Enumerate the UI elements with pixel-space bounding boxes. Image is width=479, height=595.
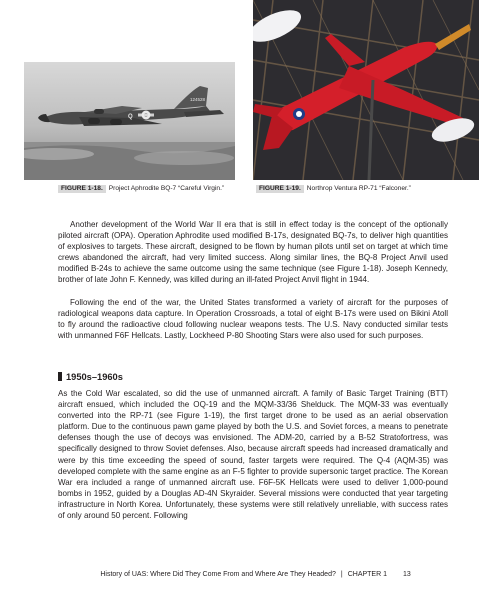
- section-heading-text: 1950s–1960s: [66, 372, 123, 382]
- tail-code-text: 124528: [190, 97, 206, 102]
- figure-1-19-image: [253, 0, 479, 180]
- figure-1-19-caption-text: Northrop Ventura RP-71 “Falconer.”: [306, 185, 411, 192]
- footer-running-head: [100, 571, 387, 578]
- paragraph-cold-war: [58, 388, 448, 521]
- paragraph-radiological-text: Following the end of the war, the United States transformed a variety of aircraft for the purposes of radiological weapons data capture. In Operation Crossroads, a total of eight B-17s were used on Bikini Atoll to fly around the radioactive cloud following nuclear weapons tests. The U.S. Navy conducted similar tests with unmanned F6F Hellcats. Lastly, Lockheed P-80 Shooting Stars were also used for such purposes.: [58, 298, 448, 341]
- section-heading: [58, 372, 123, 382]
- page-number: 13: [403, 571, 411, 578]
- paragraph-cold-war-text: As the Cold War escalated, so did the use of unmanned aircraft. A family of Basic Target Training (BTT) aircraft ensued, which included the OQ-19 and the MQM-33/36 Shelduck. The MQM-33 was eventually converted into the RP-71 (see Figure 1-19), the first target drone to be used as an aerial observation platform. Due to the continuous pawn game played by both the U.S. and Soviet forces, a means to penetrate defenses though the use of decoys was envisioned. The ADM-20, carried by a B-52 Stratofortress, was specifically designed to throw Soviet defenses. Also, because aircraft speeds had increased dramatically and were by this time exceeding the speed of sound, faster targets were required. The Q-4 (AQM-35) was developed complete with the same engine as an F-5 fighter to provide supersonic target practice. The Korean War era included a range of unmanned aircraft use. F6F-5K Hellcats were used to deliver 1,000-pound bombs in 1952, guided by a Douglas AD-4N Skyraider. Several missions were conducted that year targeting infrastructure in North Korea. Unfortunately, these systems were still relatively unreliable, with success rates of only around 50 percent. Following: [58, 389, 448, 521]
- figure-1-18-label: FIGURE 1-18.: [58, 185, 106, 193]
- heading-bar-icon: [58, 372, 62, 381]
- paragraph-opa-text: Another development of the World War II era that is still in effect today is the concept of the optionally piloted aircraft (OPA). Operation Aphrodite used modified B-17s, designated BQ-7s, to deliver high quantities of explosives to targets. These aircraft, designed to be flown by human pilots until set on target at which time crews abandoned the aircraft, had very limited success. Along similar lines, the BQ-8 Project Anvil used modified B-24s to achieve the same outcome using the same technique (see Figure 1-18). Joseph Kennedy, brother of late John F. Kennedy, was killed during an ill-fated Project Anvil flight in 1944.: [58, 220, 448, 285]
- paragraph-radiological: [58, 297, 448, 341]
- figure-1-19-caption: [256, 185, 411, 193]
- footer-chapter: CHAPTER 1: [347, 571, 387, 578]
- figure-1-18-caption: [58, 185, 224, 193]
- figure-1-18-image: [24, 62, 235, 180]
- figure-1-18-caption-text: Project Aphrodite BQ-7 “Careful Virgin.”: [108, 185, 225, 192]
- fuselage-code-text: Q: [128, 114, 133, 120]
- footer-title: History of UAS: Where Did They Come From and Where Are They Headed?: [100, 571, 336, 578]
- paragraph-opa: [58, 219, 448, 286]
- footer-separator: |: [340, 571, 343, 578]
- figure-1-19-label: FIGURE 1-19.: [256, 185, 304, 193]
